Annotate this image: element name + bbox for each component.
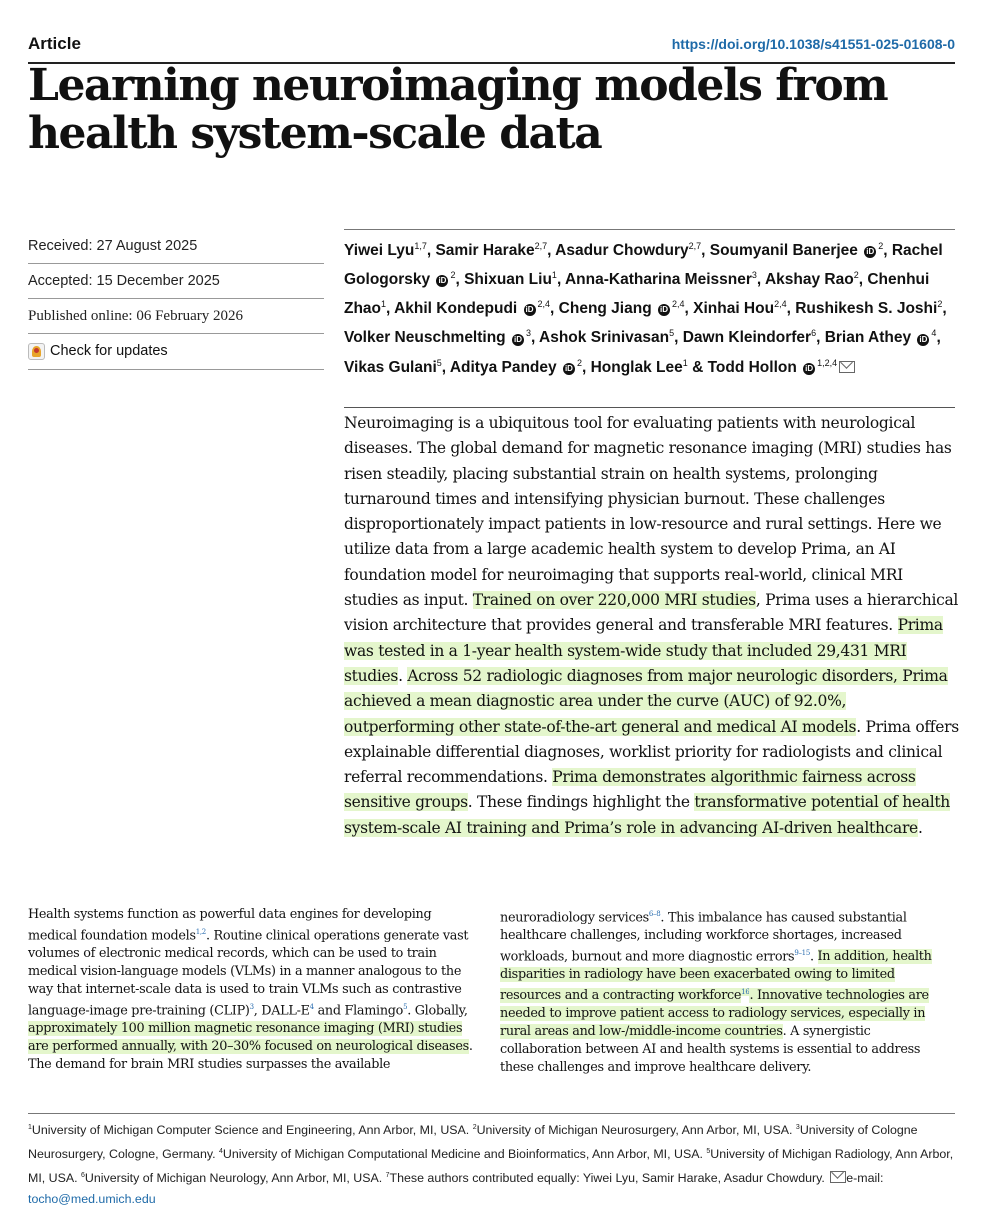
envelope-icon[interactable]: [839, 361, 855, 373]
body-text: .: [810, 949, 818, 965]
author-name[interactable]: & Todd Hollon: [687, 358, 797, 376]
author-name[interactable]: , Samir Harake: [426, 242, 535, 260]
citation-link[interactable]: 6–8: [648, 910, 661, 918]
author-affiliation: 2,7: [688, 241, 702, 251]
body-text: . A synergistic collaboration between AI and health systems is essential to address these challenges and improve healthcare delivery.: [500, 1024, 921, 1076]
affiliation-text: University of Michigan Computational Medicine and Bioinformatics, Ann Arbor, MI, USA.: [222, 1147, 707, 1162]
article-title: Learning neuroimaging models from health system-scale data: [28, 60, 888, 159]
author-name[interactable]: , Ashok Srinivasan: [530, 329, 670, 347]
author-name[interactable]: , Volker Neuschmelting: [344, 300, 947, 347]
body-text: . Globally,: [407, 1003, 468, 1019]
author-name[interactable]: , Cheng Jiang: [550, 300, 652, 318]
author-name[interactable]: , Akhil Kondepudi: [386, 300, 518, 318]
affiliation-number: 4: [219, 1148, 223, 1156]
abstract-highlight: Prima demonstrates algorithmic fairness across sensitive groups: [344, 768, 916, 812]
author-affiliation: 2,4: [537, 299, 551, 310]
orcid-icon[interactable]: iD: [866, 247, 875, 257]
orcid-icon[interactable]: iD: [659, 305, 668, 315]
author-affiliation: 2: [576, 357, 582, 368]
affiliation-number: 5: [706, 1148, 711, 1156]
affiliation-text: University of Cologne Neurosurgery, Cologne, Germany.: [28, 1123, 918, 1162]
footnote-divider: [28, 1113, 955, 1114]
affiliation-number: 7: [385, 1172, 390, 1180]
orcid-icon[interactable]: iD: [564, 363, 573, 373]
citation-link[interactable]: 1,2: [195, 927, 206, 936]
affiliation-text: University of Michigan Neurology, Ann Arbor, MI, USA.: [84, 1171, 386, 1186]
orcid-icon[interactable]: iD: [438, 276, 447, 286]
author-affiliation: 2: [937, 299, 943, 310]
abstract-highlight: Across 52 radiologic diagnoses from major neurologic disorders, Prima achieved a mean diagnostic area under the curve (AUC) of 92.0%, outperforming other state-of-the-art general and medical AI models: [344, 666, 948, 736]
accepted-date: Accepted: 15 December 2025: [28, 264, 324, 299]
body-column-right: [500, 906, 955, 1077]
author-name[interactable]: , Brian Athey: [816, 329, 912, 347]
check-for-updates-button[interactable]: [28, 334, 324, 370]
author-affiliation: 2,4: [671, 299, 685, 310]
author-list: [344, 234, 959, 380]
author-name[interactable]: , Soumyanil Banerjee: [701, 242, 858, 260]
authors-divider: [344, 229, 955, 230]
affiliation-text: University of Michigan Neurosurgery, Ann Arbor, MI, USA.: [476, 1123, 796, 1138]
affiliation-text: University of Michigan Computer Science and Engineering, Ann Arbor, MI, USA.: [31, 1123, 473, 1138]
body-text: . Routine clinical operations generate vast volumes of electronic medical records, which can be used to train medical vision-language models (VLMs) in a manner analogous to the way that internet-scale data is used to train VLMs such as contrastive language-image pre-training (CLIP): [28, 928, 469, 1019]
affiliation-number: 1: [28, 1124, 32, 1131]
author-name[interactable]: , Chenhui Zhao: [344, 271, 930, 318]
orcid-icon[interactable]: iD: [805, 363, 814, 373]
citation-link[interactable]: 5: [403, 1002, 408, 1011]
affiliation-text: These authors contributed equally: Yiwei Lyu, Samir Harake, Asadur Chowdury.: [389, 1171, 829, 1186]
author-name[interactable]: , Xinhai Hou: [684, 300, 775, 318]
author-affiliation: 2: [878, 241, 884, 251]
affiliation-number: 6: [81, 1172, 85, 1180]
author-affiliation: 1,2,4: [817, 357, 838, 368]
author-affiliation: 1: [682, 357, 688, 368]
article-type-label: Article: [28, 34, 81, 53]
citation-link[interactable]: 9–15: [794, 949, 810, 958]
body-text: , DALL-E: [253, 1003, 310, 1019]
author-name[interactable]: , Aditya Pandey: [441, 358, 557, 376]
author-affiliation: 2,4: [774, 299, 787, 310]
abstract-text: .: [917, 818, 923, 837]
author-name[interactable]: , Anna-Katharina Meissner: [556, 271, 752, 289]
body-highlight: In addition, health disparities in radiology have been exacerbated owing to limited resources and a contracting workforce: [500, 949, 932, 1004]
affiliation-number: 2: [472, 1124, 477, 1131]
author-name[interactable]: Yiwei Lyu: [344, 242, 415, 260]
abstract-divider: [344, 407, 955, 408]
author-name[interactable]: , Dawn Kleindorfer: [674, 329, 812, 347]
abstract-highlight: Trained on over 220,000 MRI studies: [472, 591, 756, 610]
author-affiliation: 2: [853, 270, 859, 281]
crossmark-icon: [28, 343, 45, 360]
orcid-icon[interactable]: iD: [525, 305, 534, 315]
email-label: e-mail:: [846, 1171, 884, 1186]
body-highlight: . Innovative technologies are needed to improve patient access to radiology services, especially in rural areas and low-/middle-income countries: [500, 988, 929, 1040]
affiliation-number: 3: [795, 1124, 800, 1131]
doi-link[interactable]: https://doi.org/10.1038/s41551-025-01608-0: [671, 36, 955, 52]
body-text: Health systems function as powerful data engines for developing medical foundation models: [28, 907, 432, 944]
body-column-left: [28, 906, 483, 1074]
author-affiliation: 1: [381, 299, 387, 310]
author-affiliation: 5: [436, 357, 442, 368]
body-highlight: approximately 100 million magnetic resonance imaging (MRI) studies are performed annually, with 20–30% focused on neurological diseases: [28, 1020, 469, 1054]
abstract-text: .: [398, 666, 408, 685]
citation-link[interactable]: 16: [741, 988, 750, 997]
author-affiliation: 2,7: [534, 241, 548, 251]
received-date: Received: 27 August 2025: [28, 229, 324, 264]
author-affiliation: 1,7: [414, 241, 427, 251]
orcid-icon[interactable]: iD: [513, 334, 522, 344]
abstract-text: Neuroimaging is a ubiquitous tool for evaluating patients with neurological diseases. The global demand for magnetic resonance imaging (MRI) studies has risen steadily, placing substantial strain on health systems, prolonging turnaround times and intensifying physician burnout. These challenges disproportionately impact patients in low-resource and rural settings. Here we utilize data from a large academic health system to develop Prima, an AI foundation model for neuroimaging that supports real-world, clinical MRI studies as input.: [344, 414, 952, 610]
citation-link[interactable]: 4: [309, 1002, 314, 1011]
author-affiliation: 1: [551, 270, 557, 281]
author-name[interactable]: , Rachel Gologorsky: [344, 242, 943, 289]
email-link[interactable]: tocho@med.umich.edu: [28, 1192, 156, 1207]
abstract-text: , Prima uses a hierarchical vision architecture that provides general and transferable MRI features.: [344, 591, 959, 635]
citation-link[interactable]: 3: [249, 1002, 254, 1011]
author-name[interactable]: , Asadur Chowdury: [547, 242, 689, 260]
orcid-icon[interactable]: iD: [919, 334, 928, 344]
author-affiliation: 5: [669, 328, 675, 339]
body-text: . The demand for brain MRI studies surpasses the available: [28, 1038, 473, 1072]
author-name[interactable]: , Shixuan Liu: [455, 271, 552, 289]
envelope-icon: [830, 1171, 846, 1183]
abstract-highlight: transformative potential of health system-scale AI training and Prima’s role in advancing AI-driven healthcare: [344, 793, 950, 837]
check-for-updates-label: Check for updates: [50, 343, 168, 359]
abstract: [344, 411, 959, 841]
article-dates: [28, 229, 324, 370]
author-affiliation: 3: [751, 270, 757, 281]
affiliations-footnote: [28, 1117, 955, 1210]
affiliation-text: University of Michigan Radiology, Ann Arbor, MI, USA.: [28, 1147, 954, 1186]
author-affiliation: 3: [525, 328, 531, 339]
author-affiliation: 2: [450, 270, 456, 281]
abstract-text: . These findings highlight the: [467, 793, 695, 812]
author-name[interactable]: , Honglak Lee: [581, 358, 683, 376]
author-name[interactable]: , Rushikesh S. Joshi: [786, 300, 938, 318]
abstract-text: . Prima offers explainable differential diagnoses, worklist priority for radiologists and clinical referral recommendations.: [344, 717, 959, 787]
published-date: Published online: 06 February 2026: [28, 299, 324, 334]
body-text: neuroradiology services: [500, 910, 649, 926]
author-affiliation: 6: [811, 328, 817, 339]
author-name[interactable]: , Vikas Gulani: [344, 329, 941, 376]
author-name[interactable]: , Akshay Rao: [756, 271, 854, 289]
body-text: and Flamingo: [313, 1003, 404, 1019]
body-text: . This imbalance has caused substantial healthcare challenges, including workforce shortages, increased workloads, burnout and more diagnostic errors: [500, 910, 907, 965]
author-affiliation: 4: [931, 328, 937, 339]
abstract-highlight: Prima was tested in a 1-year health system-wide study that included 29,431 MRI studies: [344, 616, 943, 685]
